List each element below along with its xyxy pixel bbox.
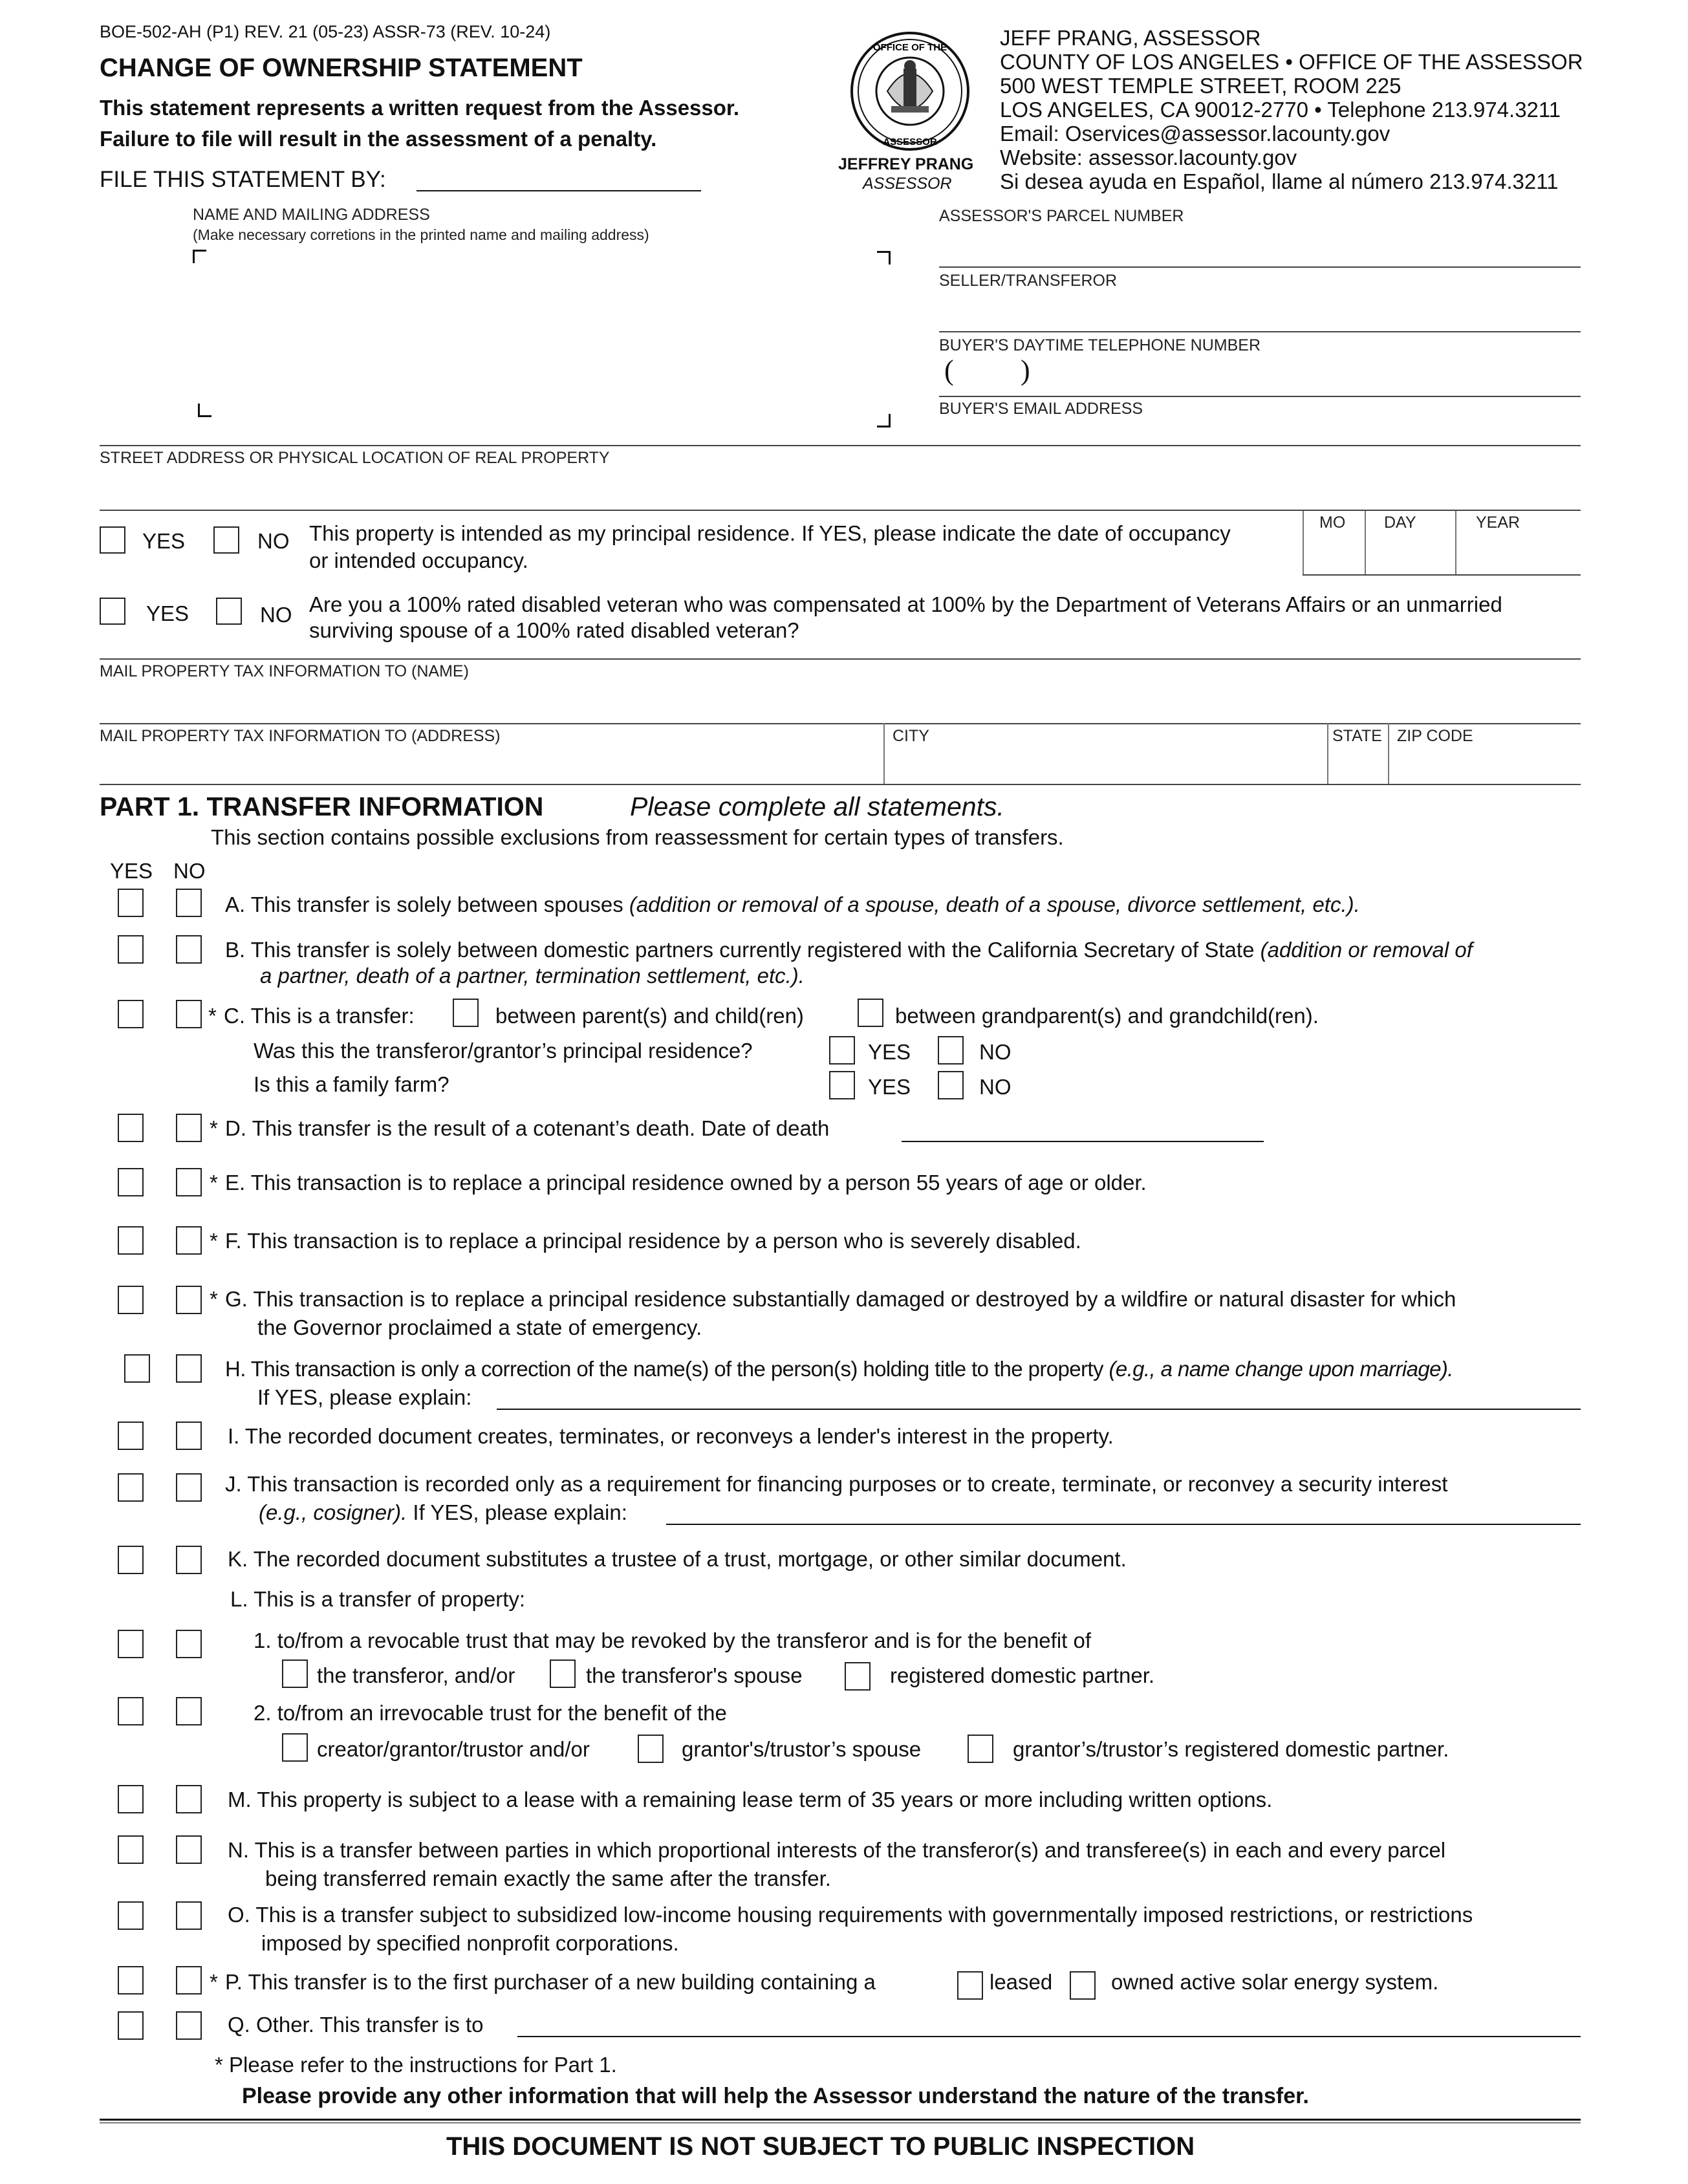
seal-name: JEFFREY PRANG: [838, 155, 974, 173]
d-yes-checkbox[interactable]: [118, 1114, 144, 1142]
item-e: E. This transaction is to replace a principal residence owned by a person 55 years of age or older.: [225, 1171, 1147, 1195]
p-leased-checkbox[interactable]: [957, 1971, 983, 2000]
q-yes-checkbox[interactable]: [118, 2011, 144, 2040]
c-farm-yes-label: YES: [868, 1075, 911, 1099]
col-no-header: NO: [173, 859, 206, 883]
l1-spouse-checkbox[interactable]: [550, 1660, 576, 1688]
state-label: STATE: [1332, 727, 1382, 745]
date-of-death-field[interactable]: [902, 1141, 1264, 1142]
c-parent-child-label: between parent(s) and child(ren): [495, 1004, 804, 1028]
item-l1: 1. to/from a revocable trust that may be revoked by the transferor and is for the benefit of: [254, 1628, 1092, 1652]
c-grandparent-checkbox[interactable]: [858, 999, 883, 1027]
file-by-label: FILE THIS STATEMENT BY:: [100, 167, 386, 192]
c-farm-yes-checkbox[interactable]: [829, 1071, 855, 1099]
mail-name-field[interactable]: [100, 723, 1581, 724]
veteran-text-2: surviving spouse of a 100% rated disabled veteran?: [309, 618, 799, 642]
c-residence-yes-label: YES: [868, 1040, 911, 1064]
d-no-checkbox[interactable]: [176, 1114, 202, 1142]
footnote: * Please refer to the instructions for Part 1.: [215, 2053, 617, 2077]
l1-partner-checkbox[interactable]: [845, 1662, 871, 1691]
g-no-checkbox[interactable]: [176, 1286, 202, 1314]
item-o-1: O. This is a transfer subject to subsidized low-income housing requirements with governmentally imposed restrictions, or restrictions: [228, 1903, 1473, 1927]
l2-creator-label: creator/grantor/trustor and/or: [317, 1737, 590, 1761]
f-yes-checkbox[interactable]: [118, 1226, 144, 1255]
item-j-2: [259, 1500, 627, 1525]
item-c-text: C. This is a transfer:: [224, 1004, 415, 1028]
form-id: BOE-502-AH (P1) REV. 21 (05-23) ASSR-73 (REV. 10-24): [100, 22, 551, 41]
j-no-checkbox[interactable]: [176, 1473, 202, 1502]
c-star: *: [208, 1004, 217, 1028]
part1-title: PART 1. TRANSFER INFORMATION: [100, 792, 544, 821]
item-j-1: J. This transaction is recorded only as a requirement for financing purposes or to create, terminate, or reconvey a security interest: [225, 1472, 1448, 1496]
item-k: K. The recorded document substitutes a trustee of a trust, mortgage, or other similar document.: [228, 1547, 1127, 1571]
notice-line-2: Failure to file will result in the assessment of a penalty.: [100, 127, 657, 151]
office-city-phone: LOS ANGELES, CA 90012-2770 • Telephone 213.974.3211: [1000, 98, 1561, 122]
name-address-hint: (Make necessary corretions in the printed name and mailing address): [193, 226, 649, 243]
e-no-checkbox[interactable]: [176, 1168, 202, 1196]
divider: [883, 723, 885, 784]
n-no-checkbox[interactable]: [176, 1835, 202, 1864]
spanish-help: Si desea ayuda en Español, llame al número 213.974.3211: [1000, 169, 1559, 193]
name-address-label: NAME AND MAILING ADDRESS: [193, 206, 430, 224]
o-yes-checkbox[interactable]: [118, 1901, 144, 1930]
closing-note: Please provide any other information that will help the Assessor understand the nature of the transfer.: [242, 2084, 1309, 2108]
item-l: L. This is a transfer of property:: [230, 1587, 526, 1611]
c-yes-checkbox[interactable]: [118, 1000, 144, 1028]
c-farm-no-label: NO: [979, 1075, 1012, 1099]
m-no-checkbox[interactable]: [176, 1785, 202, 1813]
mail-address-field[interactable]: [100, 784, 1581, 785]
h-no-checkbox[interactable]: [176, 1354, 202, 1383]
g-yes-checkbox[interactable]: [118, 1286, 144, 1314]
separator-line: [100, 658, 1581, 660]
item-h: [225, 1357, 1453, 1381]
item-n-1: N. This is a transfer between parties in which proportional interests of the transferor(s) and transferee(s) in each and every parcel: [228, 1838, 1446, 1862]
office-line: COUNTY OF LOS ANGELES • OFFICE OF THE ASSESSOR: [1000, 50, 1583, 74]
m-yes-checkbox[interactable]: [118, 1785, 144, 1813]
seller-label: SELLER/TRANSFEROR: [939, 272, 1118, 290]
item-m: M. This property is subject to a lease with a remaining lease term of 35 years or more including written options.: [228, 1788, 1273, 1811]
office-email: Email: Oservices@assessor.lacounty.gov: [1000, 122, 1390, 146]
b-yes-checkbox[interactable]: [118, 935, 144, 964]
assessor-name: JEFF PRANG, ASSESSOR: [1000, 26, 1261, 50]
l2-yes-checkbox[interactable]: [118, 1697, 144, 1725]
mail-name-label: MAIL PROPERTY TAX INFORMATION TO (NAME): [100, 662, 469, 680]
footer-notice: THIS DOCUMENT IS NOT SUBJECT TO PUBLIC INSPECTION: [446, 2132, 1195, 2161]
l2-creator-checkbox[interactable]: [282, 1733, 308, 1762]
p-yes-checkbox[interactable]: [118, 1966, 144, 1995]
c-parent-child-checkbox[interactable]: [453, 999, 479, 1027]
office-street: 500 WEST TEMPLE STREET, ROOM 225: [1000, 74, 1401, 98]
date-day-label: DAY: [1384, 514, 1416, 532]
separator-line: [100, 445, 1581, 446]
n-yes-checkbox[interactable]: [118, 1835, 144, 1864]
residence-yes-checkbox[interactable]: [100, 526, 125, 554]
c-question-1: Was this the transferor/grantor’s principal residence?: [254, 1039, 753, 1063]
l2-partner-checkbox[interactable]: [968, 1735, 993, 1763]
k-no-checkbox[interactable]: [176, 1546, 202, 1574]
item-l2: 2. to/from an irrevocable trust for the benefit of the: [254, 1701, 727, 1725]
residence-no-label: NO: [257, 529, 290, 553]
item-f: F. This transaction is to replace a principal residence by a person who is severely disabled.: [225, 1229, 1081, 1253]
item-q: Q. Other. This transfer is to: [228, 2013, 484, 2037]
l1-partner-label: registered domestic partner.: [890, 1663, 1155, 1687]
item-h-example: (e.g., a name change upon marriage).: [1109, 1357, 1453, 1381]
county-seal-icon: [849, 30, 971, 153]
col-yes-header: YES: [110, 859, 153, 883]
l2-spouse-label: grantor's/trustor’s spouse: [682, 1737, 922, 1761]
i-yes-checkbox[interactable]: [118, 1422, 144, 1450]
c-residence-no-checkbox[interactable]: [938, 1036, 964, 1065]
divider: [1388, 723, 1389, 784]
street-address-field[interactable]: [100, 510, 1581, 511]
item-h-explain: If YES, please explain:: [257, 1385, 472, 1409]
buyer-email-label: BUYER'S EMAIL ADDRESS: [939, 400, 1143, 418]
l1-transferor-label: the transferor, and/or: [317, 1663, 515, 1687]
l2-spouse-checkbox[interactable]: [638, 1735, 664, 1763]
residence-text-2: or intended occupancy.: [309, 548, 528, 572]
residence-no-checkbox[interactable]: [213, 526, 239, 554]
j-explain-field[interactable]: [666, 1524, 1581, 1525]
p-leased-label: leased: [990, 1970, 1053, 1994]
phone-paren-open: (: [944, 354, 954, 386]
i-no-checkbox[interactable]: [176, 1422, 202, 1450]
a-no-checkbox[interactable]: [176, 889, 202, 917]
a-yes-checkbox[interactable]: [118, 889, 144, 917]
street-address-label: STREET ADDRESS OR PHYSICAL LOCATION OF REAL PROPERTY: [100, 449, 610, 467]
item-h-text: H. This transaction is only a correction of the name(s) of the person(s) holding title to the property: [225, 1357, 1109, 1381]
item-b-example: (addition or removal of: [1260, 938, 1473, 962]
residence-text-1: This property is intended as my principal residence. If YES, please indicate the date of occupancy: [309, 521, 1231, 545]
parcel-number-label: ASSESSOR'S PARCEL NUMBER: [939, 207, 1184, 225]
date-mo-label: MO: [1319, 514, 1346, 532]
veteran-yes-label: YES: [146, 601, 189, 625]
item-a-text: A. This transfer is solely between spouses: [225, 892, 629, 916]
seal-title: ASSESSOR: [863, 175, 952, 193]
notice-line-1: This statement represents a written request from the Assessor.: [100, 96, 740, 120]
parcel-number-field[interactable]: [939, 266, 1581, 268]
occupancy-day-field[interactable]: [1366, 537, 1454, 573]
o-no-checkbox[interactable]: [176, 1901, 202, 1930]
item-g-2: the Governor proclaimed a state of emergency.: [257, 1315, 702, 1339]
buyer-phone-label: BUYER'S DAYTIME TELEPHONE NUMBER: [939, 336, 1261, 354]
q-no-checkbox[interactable]: [176, 2011, 202, 2040]
j-yes-checkbox[interactable]: [118, 1473, 144, 1502]
item-d: D. This transfer is the result of a cotenant’s death. Date of death: [225, 1116, 830, 1140]
l1-yes-checkbox[interactable]: [118, 1630, 144, 1658]
e-yes-checkbox[interactable]: [118, 1168, 144, 1196]
l1-no-checkbox[interactable]: [176, 1630, 202, 1658]
l2-no-checkbox[interactable]: [176, 1697, 202, 1725]
buyer-phone-field[interactable]: [939, 396, 1581, 397]
l1-transferor-checkbox[interactable]: [282, 1660, 308, 1688]
mailing-address-area[interactable]: [194, 252, 880, 420]
p-star: *: [210, 1970, 218, 1994]
date-year-label: YEAR: [1476, 514, 1520, 532]
item-b: [225, 938, 1473, 962]
city-label: CITY: [893, 727, 929, 745]
file-by-field[interactable]: [417, 190, 701, 191]
divider: [1327, 723, 1328, 784]
p-no-checkbox[interactable]: [176, 1966, 202, 1995]
c-question-2: Is this a family farm?: [254, 1072, 449, 1096]
item-a-example: (addition or removal of a spouse, death of a spouse, divorce settlement, etc.).: [629, 892, 1360, 916]
h-yes-checkbox[interactable]: [124, 1354, 150, 1383]
f-star: *: [210, 1229, 218, 1253]
e-star: *: [210, 1171, 218, 1195]
d-star: *: [210, 1116, 218, 1140]
veteran-no-label: NO: [260, 603, 292, 627]
veteran-yes-checkbox[interactable]: [100, 598, 125, 625]
f-no-checkbox[interactable]: [176, 1226, 202, 1255]
c-no-checkbox[interactable]: [176, 1000, 202, 1028]
veteran-no-checkbox[interactable]: [216, 598, 242, 625]
svg-text:ASSESSOR: ASSESSOR: [883, 136, 937, 147]
l2-partner-label: grantor’s/trustor’s registered domestic partner.: [1013, 1737, 1449, 1761]
item-i: I. The recorded document creates, terminates, or reconveys a lender's interest in the property.: [228, 1424, 1114, 1448]
item-b-example-2: a partner, death of a partner, termination settlement, etc.).: [260, 964, 805, 988]
k-yes-checkbox[interactable]: [118, 1546, 144, 1574]
b-no-checkbox[interactable]: [176, 935, 202, 964]
form-title: CHANGE OF OWNERSHIP STATEMENT: [100, 54, 583, 82]
residence-yes-label: YES: [142, 529, 186, 553]
c-residence-no-label: NO: [979, 1040, 1012, 1064]
item-n-2: being transferred remain exactly the same after the transfer.: [265, 1866, 831, 1890]
footer-rule-1: [100, 2119, 1581, 2121]
veteran-text-1: Are you a 100% rated disabled veteran who was compensated at 100% by the Department of Veterans Affairs or an unmarried: [309, 592, 1502, 616]
date-box-bottom: [1303, 574, 1581, 576]
phone-paren-close: ): [1021, 354, 1030, 386]
item-b-text: B. This transfer is solely between domestic partners currently registered with the California Secretary of State: [225, 938, 1261, 962]
office-website: Website: assessor.lacounty.gov: [1000, 146, 1297, 169]
part1-intro: This section contains possible exclusions from reassessment for certain types of transfers.: [211, 825, 1064, 849]
item-a: [225, 892, 1360, 917]
zip-label: ZIP CODE: [1397, 727, 1473, 745]
c-farm-no-checkbox[interactable]: [938, 1071, 964, 1099]
p-owned-checkbox[interactable]: [1070, 1971, 1096, 2000]
seller-field[interactable]: [939, 331, 1581, 332]
p-owned-label: owned active solar energy system.: [1111, 1970, 1439, 1994]
svg-text:OFFICE OF THE: OFFICE OF THE: [872, 42, 947, 53]
item-g-1: G. This transaction is to replace a principal residence substantially damaged or destroyed by a wildfire or natural disaster for which: [225, 1287, 1456, 1311]
c-residence-yes-checkbox[interactable]: [829, 1036, 855, 1065]
item-o-2: imposed by specified nonprofit corporations.: [261, 1931, 679, 1955]
item-j-example: (e.g., cosigner).: [259, 1500, 407, 1524]
c-grandparent-label: between grandparent(s) and grandchild(ren).: [895, 1004, 1319, 1028]
l1-spouse-label: the transferor's spouse: [586, 1663, 803, 1687]
occupancy-month-field[interactable]: [1304, 537, 1363, 573]
h-explain-field[interactable]: [497, 1409, 1581, 1410]
part1-subtitle: Please complete all statements.: [630, 792, 1004, 821]
item-p: P. This transfer is to the first purchaser of a new building containing a: [225, 1970, 876, 1994]
mail-address-label: MAIL PROPERTY TAX INFORMATION TO (ADDRESS): [100, 727, 501, 745]
item-j-explain: If YES, please explain:: [407, 1500, 627, 1524]
q-other-field[interactable]: [517, 2036, 1581, 2037]
occupancy-year-field[interactable]: [1456, 537, 1579, 573]
g-star: *: [210, 1287, 218, 1311]
